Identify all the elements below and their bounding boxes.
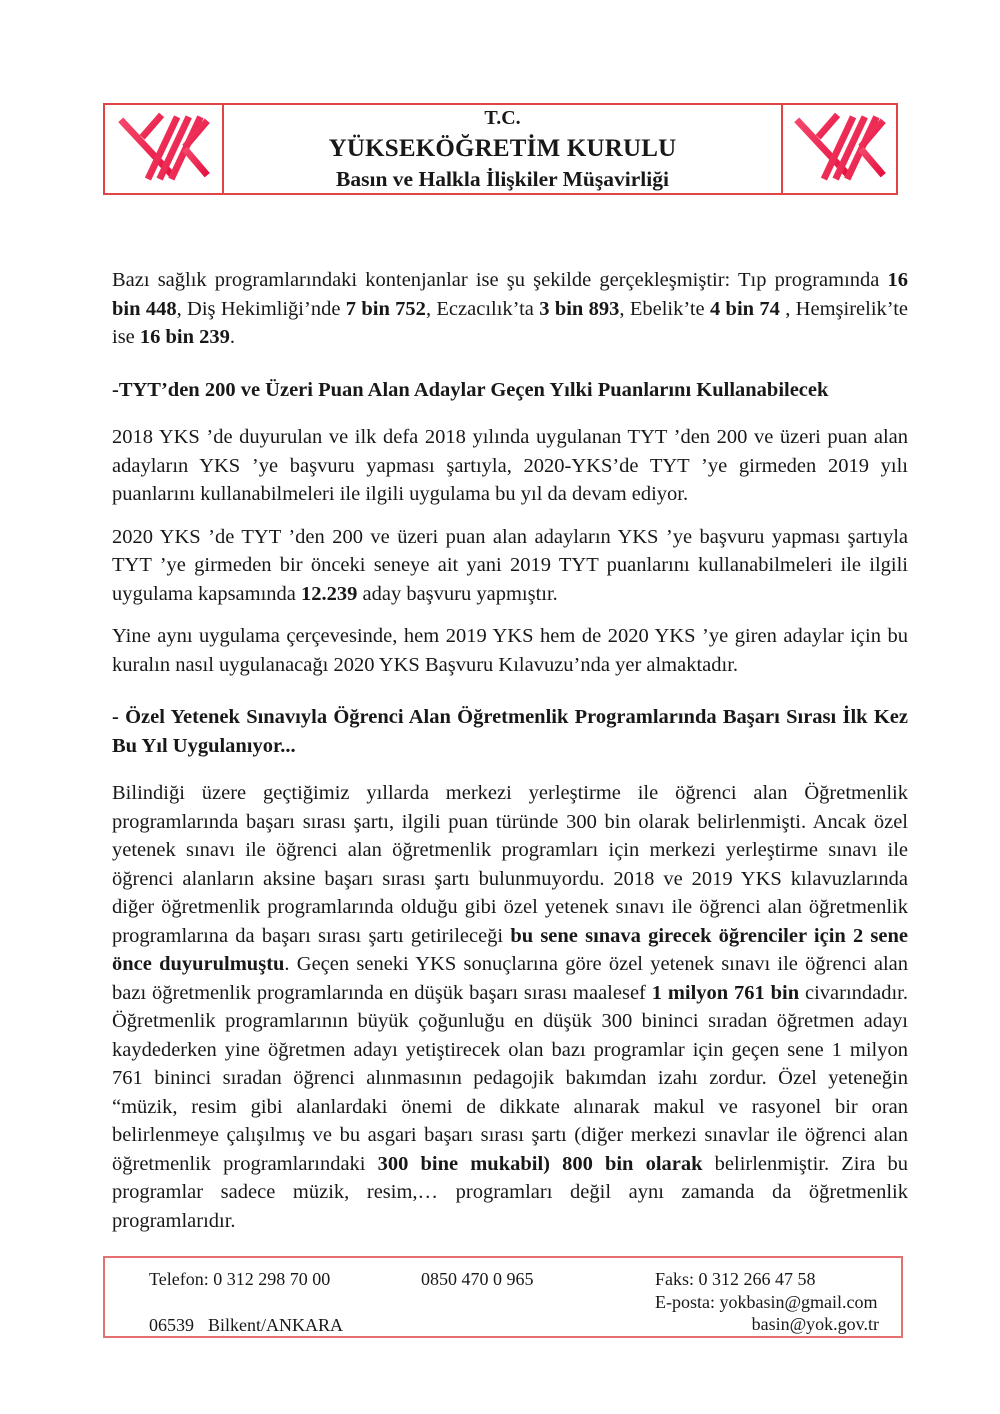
footer-faks: Faks: 0 312 266 47 58 bbox=[655, 1269, 816, 1289]
paragraph: Yine aynı uygulama çerçevesinde, hem 2019 YKS hem de 2020 YKS ’ye giren adaylar için bu kuralın nasıl uygulanacağı 2020 YKS Başvuru Kılavuzu’nda yer almaktadır. bbox=[112, 625, 908, 676]
left-logo-cell bbox=[105, 105, 224, 193]
footer-telefon: Telefon: 0 312 298 70 00 bbox=[149, 1269, 331, 1289]
right-logo-cell bbox=[781, 105, 896, 193]
footer-address bbox=[149, 1314, 421, 1337]
yok-logo-icon bbox=[792, 112, 887, 187]
title-tc: T.C. bbox=[484, 107, 521, 130]
footer-eposta: E-posta: yokbasin@gmail.com bbox=[655, 1291, 878, 1312]
title-org: YÜKSEKÖĞRETİM KURULU bbox=[328, 134, 677, 162]
letterhead bbox=[103, 103, 898, 195]
paragraph: Bazı sağlık programlarındaki kontenjanlar ise şu şekilde gerçekleşmiştir: Tıp programında 16 bin 448, Diş Hekimliği’nde 7 bin 752, Eczacılık’ta 3 bin 893, Ebelik’te 4 bin 74 , Hemşirelik’te ise 16 bin 239. bbox=[112, 269, 909, 348]
footer-eposta2: basin@yok.gov.tr bbox=[751, 1314, 879, 1334]
footer-col-right bbox=[655, 1258, 901, 1336]
paragraph: 2020 YKS ’de TYT ’den 200 ve üzeri puan alan adayların YKS ’ye başvuru yapması şartıyla TYT ’ye girmeden bir önceki seneye ait yani 2019 TYT puanlarını kullanabilmeleri ile ilgili uygulama kapsamında 12.239 aday başvuru yapmıştır. bbox=[112, 525, 908, 605]
paragraph: Bilindiği üzere geçtiğimiz yıllarda merkezi yerleştirme ile öğrenci alan Öğretmenlik programlarında başarı sırası şartı, ilgili puan türünde 300 bin olarak belirlenmişti. Ancak özel yetenek sınavı ile öğrenci alan öğretmenlik programları için merkezi yerleştirme sınavı ile öğrenci alanların aksine başarı sırası şartı bulunmuyordu. 2018 ve 2019 YKS kılavuzlarında diğer öğretmenlik programlarında olduğu gibi özel yetenek sınavı ile öğrenci alan öğretmenlik programlarına da başarı sırası şartı getirileceği bu sene sınava girecek öğrenciler için 2 sene önce duyurulmuştu. Geçen seneki YKS sonuçlarına göre özel yetenek sınavı ile öğrenci alan bazı öğretmenlik programlarında en düşük başarı sırası maalesef 1 milyon 761 bin civarındadır. Öğretmenlik programlarının büyük çoğunluğu en düşük 300 bininci sıradan öğretmen adayı kaydederken yine öğretmen adayı yetiştirecek olan bazı programlar için geçen sene 1 milyon 761 bininci sıradan öğrenci alınmasının pedagojik bakımdan izahı zordur. Özel yeteneğin “müzik, resim gibi alanlardaki önemi de dikkate alınarak makul ve rasyonel bir oran belirlenmeye çalışılmış ve bu asgari başarı sırası şartı (diğer merkezi sınavlar ile öğrenci alan öğretmenlik programlarındaki 300 bine mukabil) 800 bin olarak belirlenmiştir. Zira bu programlar sadece müzik, resim,… programları değil aynı zamanda da öğretmenlik programlarıdır. bbox=[112, 782, 909, 1232]
letterhead-title bbox=[224, 105, 781, 193]
heading: -TYT’den 200 ve Üzeri Puan Alan Adaylar Geçen Yılki Puanlarını Kullanabilecek bbox=[112, 378, 829, 401]
footer-city: Bilkent/ANKARA bbox=[208, 1314, 343, 1335]
document-body bbox=[112, 266, 908, 1249]
footer-postal-code: 06539 bbox=[149, 1314, 194, 1335]
footer-phone-alt: 0850 470 0 965 bbox=[421, 1269, 534, 1289]
title-dept: Basın ve Halkla İlişkiler Müşavirliği bbox=[336, 166, 669, 191]
heading: - Özel Yetenek Sınavıyla Öğrenci Alan Öğretmenlik Programlarında Başarı Sırası İlk Kez Bu Yıl Uygulanıyor... bbox=[112, 706, 908, 757]
footer-contact-box bbox=[103, 1256, 903, 1338]
yok-logo-icon bbox=[116, 112, 211, 187]
footer-col-middle bbox=[421, 1258, 655, 1336]
paragraph: 2018 YKS ’de duyurulan ve ilk defa 2018 yılında uygulanan TYT ’den 200 ve üzeri puan alan adayların YKS ’ye başvuru yapması şartıyla, 2020-YKS’de TYT ’ye girmeden 2019 yılı puanlarını kullanabilmeleri ile ilgili uygulama bu yıl da devam ediyor. bbox=[112, 426, 908, 505]
footer-col-left bbox=[105, 1258, 421, 1336]
